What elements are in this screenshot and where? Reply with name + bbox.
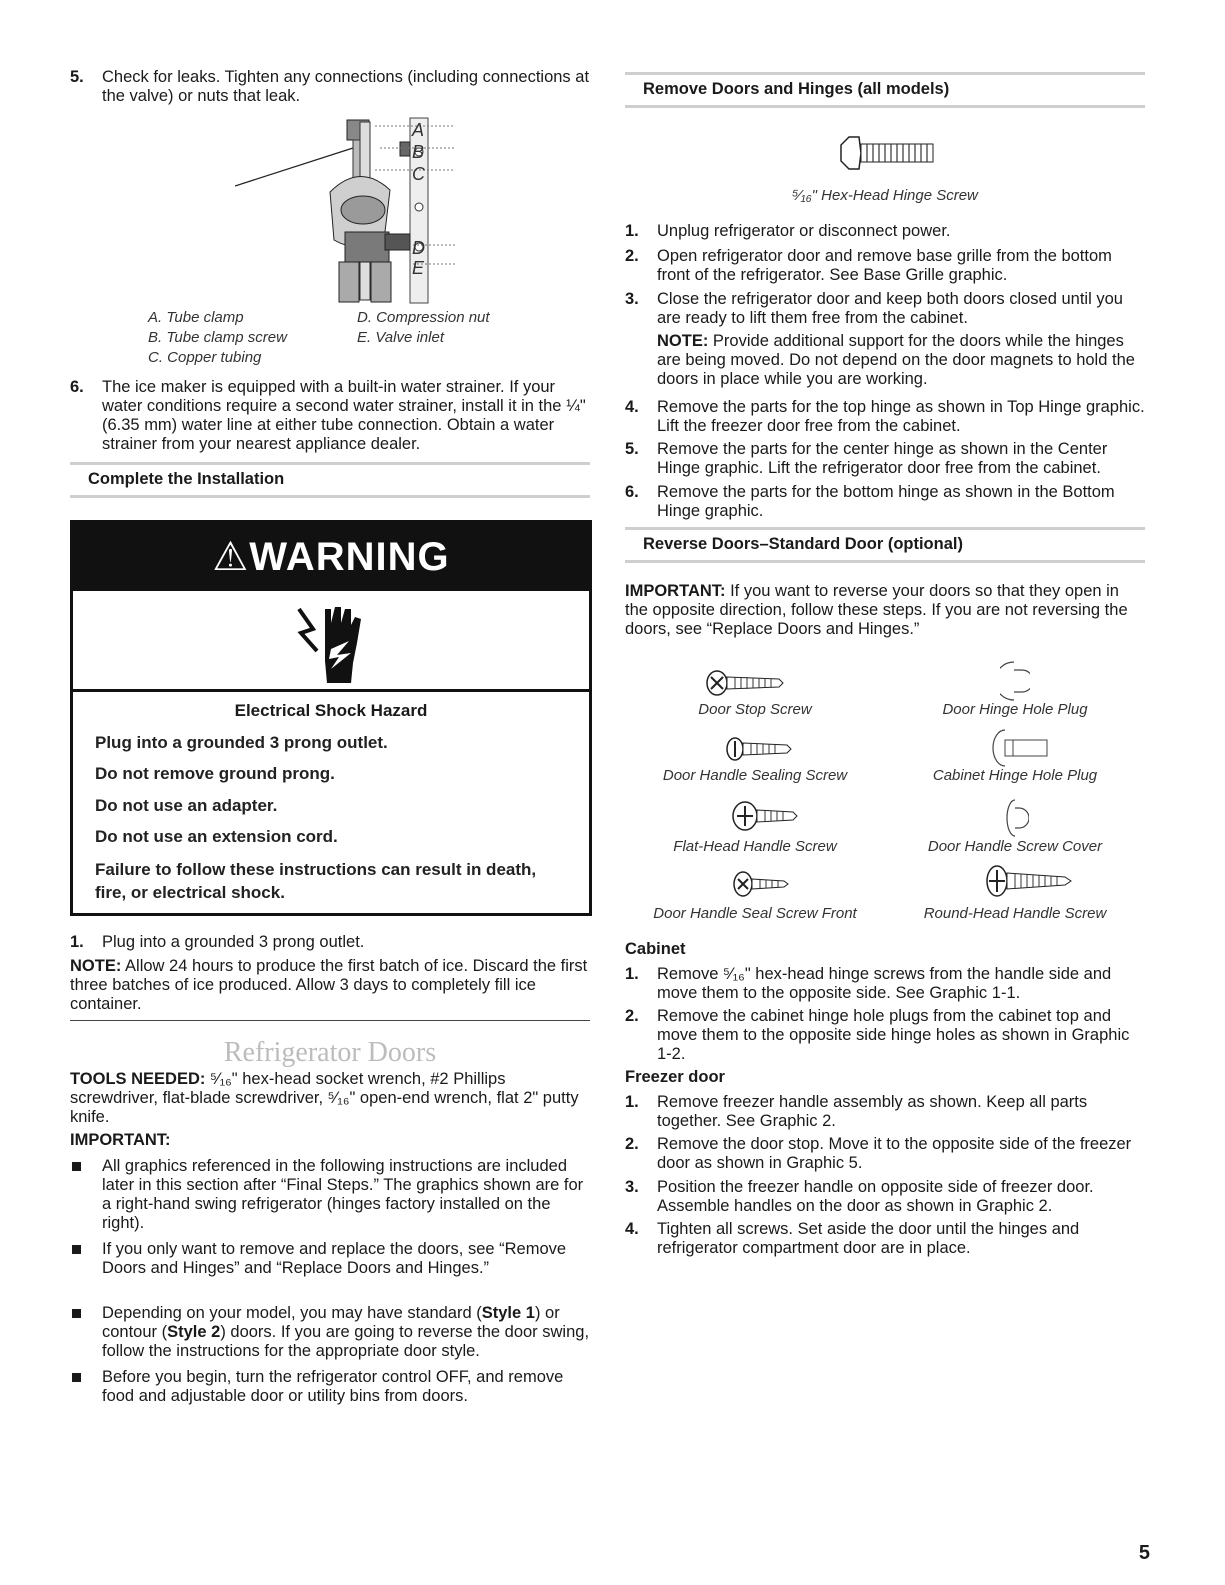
section-heading-complete-installation: Complete the Installation <box>70 462 590 498</box>
door-handle-screw-cover-caption: Door Handle Screw Cover <box>927 838 1103 855</box>
bullet-item-2: If you only want to remove and replace the doors, see “Remove Doors and Hinges” and “Replace Doors and Hinges.” <box>70 1240 590 1278</box>
bullet-item-3: Depending on your model, you may have standard (Style 1) or contour (Style 2) doors. If you are going to reverse the door swing, follow the instructions for the appropriate door style. <box>70 1304 590 1361</box>
door-hinge-hole-plug-caption: Door Hinge Hole Plug <box>942 701 1088 718</box>
callout-a: A <box>412 120 425 140</box>
bullet-icon <box>72 1245 81 1254</box>
door-handle-sealing-screw-caption: Door Handle Sealing Screw <box>662 767 848 784</box>
bullet-icon <box>72 1373 81 1382</box>
callout-c: C <box>412 164 425 184</box>
step-5: 5. Check for leaks. Tighten any connections (including connections at the valve) or nuts that leak. <box>70 68 590 105</box>
freezer-step-4: 4. Tighten all screws. Set aside the door until the hinges and refrigerator compartment door are in place. <box>625 1220 1080 1257</box>
section-heading-reverse-doors: Reverse Doors–Standard Door (optional) <box>625 527 1145 563</box>
cabinet-hinge-hole-plug-caption: Cabinet Hinge Hole Plug <box>932 767 1098 784</box>
freezer-door-heading: Freezer door <box>625 1068 725 1086</box>
shock-hazard-icon <box>291 603 371 689</box>
remove-step-4: 4. Remove the parts for the top hinge as shown in Top Hinge graphic. Lift the freezer door free from the cabinet. <box>625 398 1145 435</box>
cabinet-step-2: 2. Remove the cabinet hinge hole plugs from the cabinet top and move them to the opposite side hinge holes as shown in Graphic 1-2. <box>625 1007 1130 1063</box>
remove-step-5: 5. Remove the parts for the center hinge as shown in the Center Hinge graphic. Lift the refrigerator door free from the cabinet. <box>625 440 1108 477</box>
page-number: 5 <box>1138 1542 1150 1564</box>
door-handle-sealing-screw-icon <box>725 737 795 761</box>
ice-note: NOTE: Allow 24 hours to produce the first batch of ice. Discard the first three batches of ice produced. Allow 3 days to completely fill ice container. <box>70 957 588 1013</box>
door-hinge-hole-plug-icon <box>1000 660 1030 702</box>
door-stop-screw-caption: Door Stop Screw <box>698 701 812 718</box>
step-6: 6. The ice maker is equipped with a built-in water strainer. If your water conditions require a second water strainer, install it in the ¼" (6.35 mm) water line at either tube connection. Obtain a water strainer from your nearest appliance dealer. <box>70 378 586 453</box>
bullet-item-1: All graphics referenced in the following instructions are included later in this section after “Final Steps.” The graphics shown are for a right-hand swing refrigerator (hinges factory installed on the right). <box>70 1157 590 1233</box>
remove-step-2: 2. Open refrigerator door and remove base grille from the bottom front of the refrigerator. See Base Grille graphic. <box>625 247 1112 284</box>
warning-line-4: Do not use an extension cord. <box>95 827 338 846</box>
remove-step-3: 3. Close the refrigerator door and keep both doors closed until you are ready to lift them free from the cabinet. <box>625 290 1123 327</box>
tools-needed: TOOLS NEEDED: ⁵⁄₁₆" hex-head socket wrench, #2 Phillips screwdriver, flat-blade screwdriver, ⁵⁄₁₆" open-end wrench, flat 2" putty knife. <box>70 1070 579 1126</box>
hex-head-hinge-screw-icon <box>837 135 937 171</box>
section-rule <box>70 1020 590 1021</box>
warning-line-3: Do not use an adapter. <box>95 796 278 815</box>
warning-line-2: Do not remove ground prong. <box>95 764 335 783</box>
door-handle-seal-screw-front-caption: Door Handle Seal Screw Front <box>653 905 857 922</box>
reverse-important: IMPORTANT: If you want to reverse your doors so that they open in the opposite direction, follow these steps. If you are not reversing the doors, see “Replace Doors and Hinges.” <box>625 582 1128 638</box>
callout-d: D <box>412 238 425 258</box>
remove-step-1: 1. Unplug refrigerator or disconnect power. <box>625 222 951 240</box>
hazard-title: Electrical Shock Hazard <box>234 701 428 720</box>
door-stop-screw-icon <box>705 670 785 696</box>
section-heading-remove-doors: Remove Doors and Hinges (all models) <box>625 72 1145 108</box>
freezer-step-3: 3. Position the freezer handle on opposite side of freezer door. Assemble handles on the door as shown in Graphic 2. <box>625 1178 1094 1215</box>
warning-line-1: Plug into a grounded 3 prong outlet. <box>95 733 388 752</box>
warning-box <box>70 520 592 916</box>
legend-b: B. Tube clamp screw <box>148 329 287 346</box>
warning-line-5: Failure to follow these instructions can result in death, fire, or electrical shock. <box>95 860 537 902</box>
legend-e: E. Valve inlet <box>357 329 444 346</box>
door-handle-screw-cover-icon <box>1005 798 1029 838</box>
bullet-item-4: Before you begin, turn the refrigerator control OFF, and remove food and adjustable door or utility bins from doors. <box>70 1368 590 1406</box>
refrigerator-doors-title: Refrigerator Doors <box>223 1037 437 1068</box>
door-handle-seal-screw-front-icon <box>732 870 792 898</box>
remove-step-6: 6. Remove the parts for the bottom hinge as shown in the Bottom Hinge graphic. <box>625 483 1115 520</box>
flat-head-handle-screw-icon <box>731 800 801 832</box>
legend-a: A. Tube clamp <box>148 309 244 326</box>
plug-step-1: 1. Plug into a grounded 3 prong outlet. <box>70 933 365 951</box>
callout-b: B <box>412 142 425 162</box>
round-head-handle-screw-icon <box>985 864 1075 898</box>
bullet-icon <box>72 1162 81 1171</box>
warning-title: ⚠WARNING <box>73 523 589 591</box>
round-head-handle-screw-caption: Round-Head Handle Screw <box>923 905 1107 922</box>
bullet-icon <box>72 1309 81 1318</box>
cabinet-hinge-hole-plug-icon <box>991 728 1051 768</box>
freezer-step-1: 1. Remove freezer handle assembly as shown. Keep all parts together. See Graphic 2. <box>625 1093 1088 1130</box>
remove-step-3-note: NOTE: Provide additional support for the doors while the hinges are being moved. Do not depend on the door magnets to hold the doors in place while you are working. <box>657 332 1135 388</box>
freezer-step-2: 2. Remove the door stop. Move it to the opposite side of the freezer door as shown in Graphic 5. <box>625 1135 1132 1172</box>
important-label: IMPORTANT: <box>70 1131 171 1149</box>
legend-c: C. Copper tubing <box>148 349 262 366</box>
legend-d: D. Compression nut <box>357 309 490 326</box>
warning-divider <box>73 689 589 692</box>
flat-head-handle-screw-caption: Flat-Head Handle Screw <box>673 838 837 855</box>
cabinet-heading: Cabinet <box>625 940 686 958</box>
callout-e: E <box>412 258 425 278</box>
hinge-screw-caption: ⁵⁄₁₆" Hex-Head Hinge Screw <box>792 187 978 204</box>
cabinet-step-1: 1. Remove ⁵⁄₁₆" hex-head hinge screws from the handle side and move them to the opposite side. See Graphic 1-1. <box>625 965 1112 1002</box>
